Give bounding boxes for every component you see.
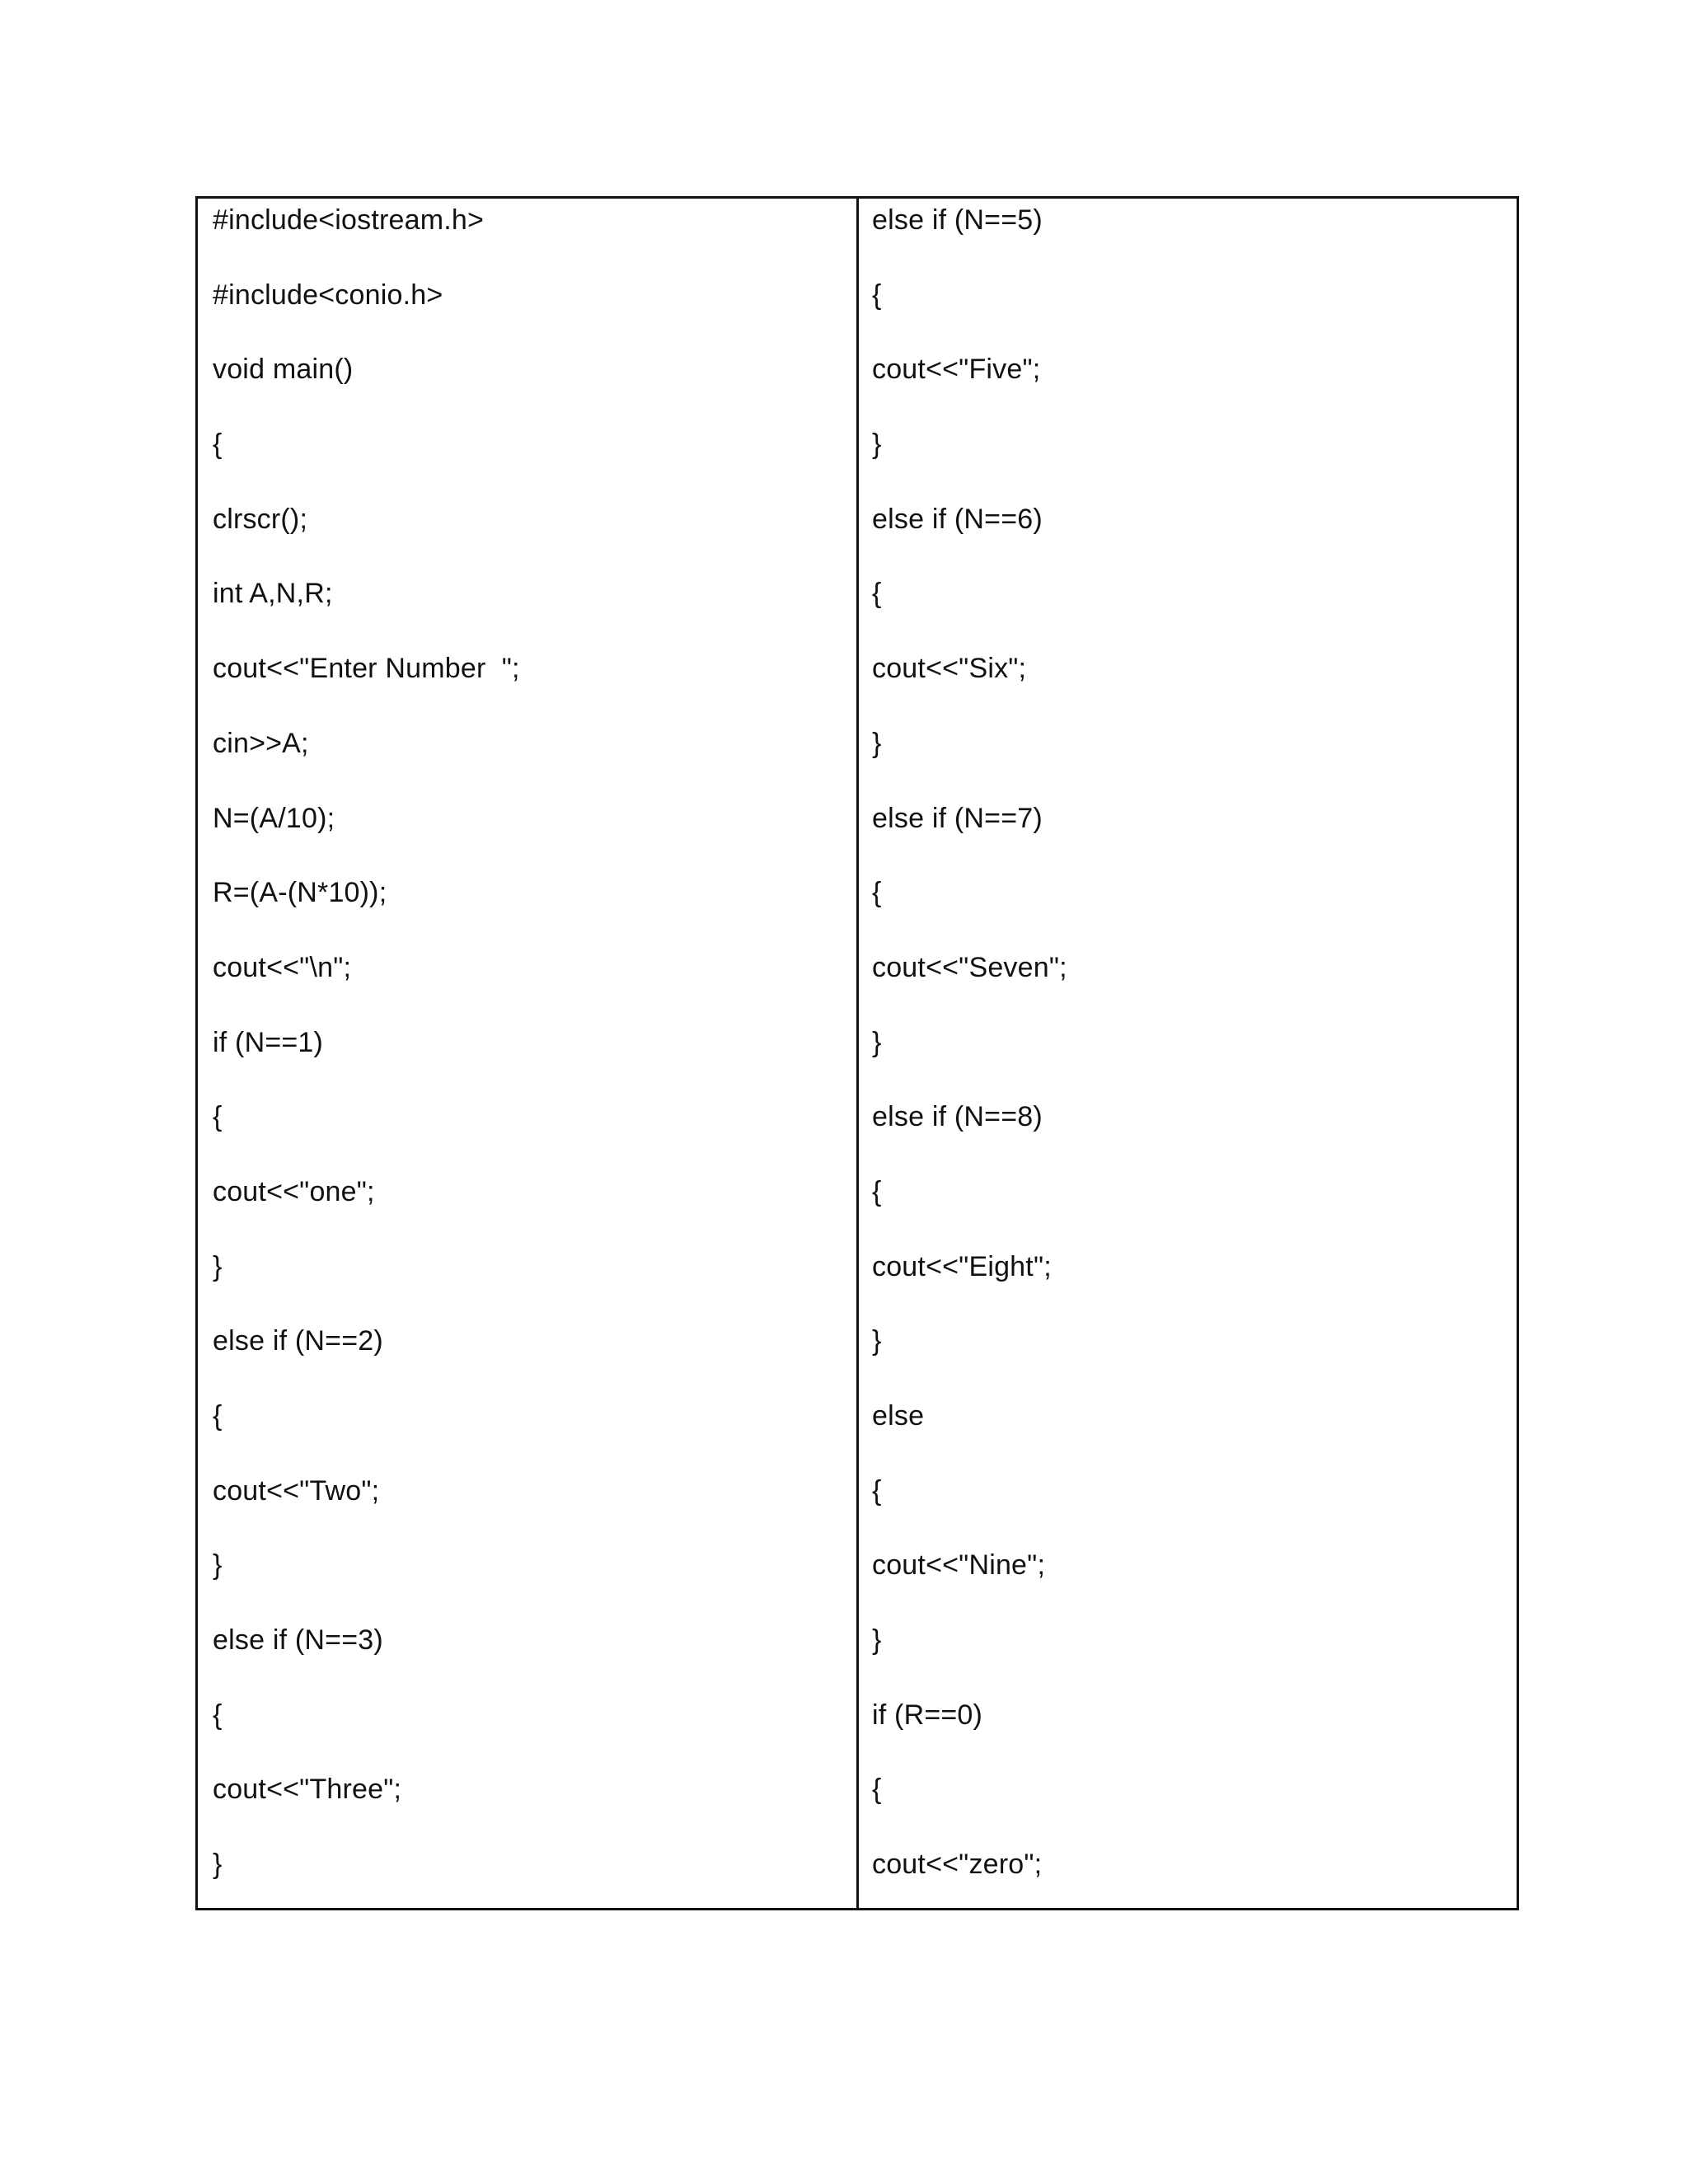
- code-line: cout<<"Five";: [872, 354, 1041, 386]
- code-line: else if (N==8): [872, 1101, 1043, 1133]
- code-line: }: [213, 1250, 223, 1282]
- code-line: cout<<"zero";: [872, 1849, 1043, 1881]
- code-line: }: [872, 1026, 882, 1058]
- code-line: {: [872, 578, 882, 610]
- code-line: cin>>A;: [213, 727, 309, 759]
- code-line: cout<<"Seven";: [872, 951, 1067, 983]
- code-line: int A,N,R;: [213, 578, 333, 610]
- code-line: cout<<"\n";: [213, 951, 352, 983]
- code-line: {: [872, 877, 882, 909]
- code-line: if (N==1): [213, 1026, 324, 1058]
- code-line: }: [872, 429, 882, 461]
- code-line: else if (N==2): [213, 1325, 383, 1357]
- right-code-column: [859, 199, 1517, 1908]
- code-line: else if (N==7): [872, 802, 1043, 834]
- code-line: void main(): [213, 354, 354, 386]
- code-line: {: [872, 279, 882, 311]
- code-line: cout<<"Six";: [872, 653, 1027, 685]
- code-line: {: [213, 1699, 223, 1731]
- code-line: {: [872, 1774, 882, 1806]
- code-line: else if (N==5): [872, 204, 1043, 236]
- code-line: }: [213, 1849, 223, 1881]
- left-code-column: [198, 199, 859, 1908]
- code-line: {: [872, 1175, 882, 1207]
- code-line: }: [213, 1549, 223, 1582]
- code-line: #include<conio.h>: [213, 279, 443, 311]
- code-line: cout<<"Three";: [213, 1774, 402, 1806]
- code-line: R=(A-(N*10));: [213, 877, 387, 909]
- code-line: }: [872, 1624, 882, 1657]
- code-line: else if (N==6): [872, 503, 1043, 535]
- code-table: [195, 196, 1519, 1910]
- code-line: else: [872, 1400, 925, 1432]
- code-line: cout<<"Nine";: [872, 1549, 1046, 1582]
- code-line: if (R==0): [872, 1699, 983, 1731]
- code-line: N=(A/10);: [213, 802, 335, 834]
- code-line: cout<<"one";: [213, 1175, 375, 1207]
- code-line: {: [213, 1400, 223, 1432]
- code-line: {: [213, 429, 223, 461]
- code-line: }: [872, 1325, 882, 1357]
- code-line: }: [872, 727, 882, 759]
- right-code-lines: [859, 199, 1517, 1919]
- code-line: {: [213, 1101, 223, 1133]
- code-line: cout<<"Two";: [213, 1474, 380, 1507]
- code-line: clrscr();: [213, 503, 308, 535]
- code-line: #include<iostream.h>: [213, 204, 485, 236]
- code-line: cout<<"Eight";: [872, 1250, 1052, 1282]
- left-code-lines: [198, 199, 856, 1919]
- code-line: {: [872, 1474, 882, 1507]
- code-line: cout<<"Enter Number ";: [213, 653, 520, 685]
- code-line: else if (N==3): [213, 1624, 383, 1657]
